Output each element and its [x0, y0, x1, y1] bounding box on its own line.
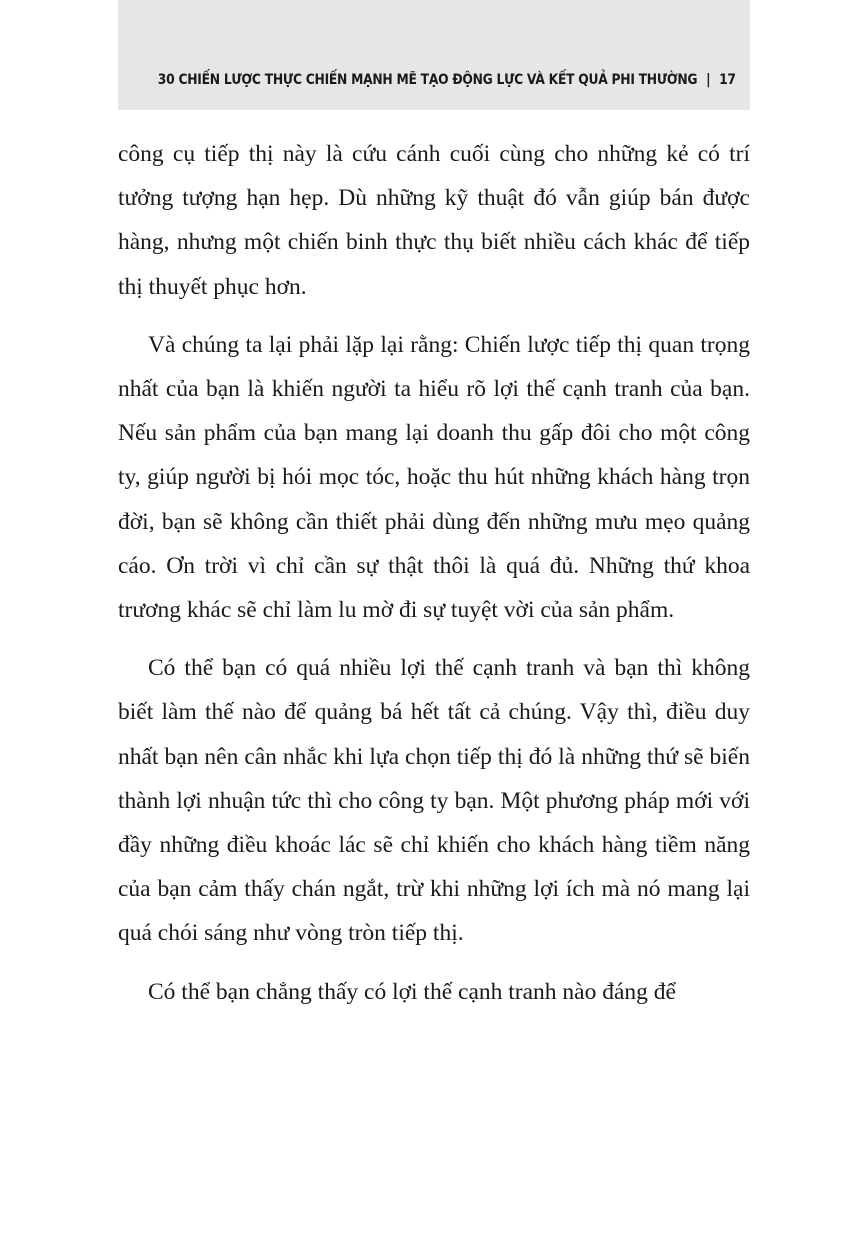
paragraph: Và chúng ta lại phải lặp lại rằng: Chiến lược tiếp thị quan trọng nhất của bạn là khiến người ta hiểu rõ lợi thế cạnh tranh của bạn. Nếu sản phẩm của bạn mang lại doanh thu gấp đôi cho một công ty, giúp người bị hói mọc tóc, hoặc thu hút những khách hàng trọn đời, bạn sẽ không cần thiết phải dùng đến những mưu mẹo quảng cáo. Ơn trời vì chỉ cần sự thật thôi là quá đủ. Những thứ khoa trương khác sẽ chỉ làm lu mờ đi sự tuyệt vời của sản phẩm.	[118, 331, 750, 624]
header-separator: |	[706, 72, 711, 88]
page-number: 17	[719, 72, 736, 88]
paragraph: công cụ tiếp thị này là cứu cánh cuối cùng cho những kẻ có trí tưởng tượng hạn hẹp. Dù những kỹ thuật đó vẫn giúp bán được hàng, nhưng một chiến binh thực thụ biết nhiều cách khác để tiếp thị thuyết phục hơn.	[118, 141, 750, 300]
paragraph: Có thể bạn chẳng thấy có lợi thế cạnh tranh nào đáng để	[148, 978, 676, 1005]
running-header-text	[158, 72, 736, 88]
page-body	[118, 132, 750, 1028]
running-title: 30 CHIẾN LƯỢC THỰC CHIẾN MẠNH MẼ TẠO ĐỘNG LỰC VÀ KẾT QUẢ PHI THƯỜNG	[158, 72, 698, 88]
running-header	[118, 0, 750, 110]
paragraph: Có thể bạn có quá nhiều lợi thế cạnh tranh và bạn thì không biết làm thế nào để quảng bá hết tất cả chúng. Vậy thì, điều duy nhất bạn nên cân nhắc khi lựa chọn tiếp thị đó là những thứ sẽ biến thành lợi nhuận tức thì cho công ty bạn. Một phương pháp mới với đầy những điều khoác lác sẽ chỉ khiến cho khách hàng tiềm năng của bạn cảm thấy chán ngắt, trừ khi những lợi ích mà nó mang lại quá chói sáng như vòng tròn tiếp thị.	[118, 655, 750, 947]
